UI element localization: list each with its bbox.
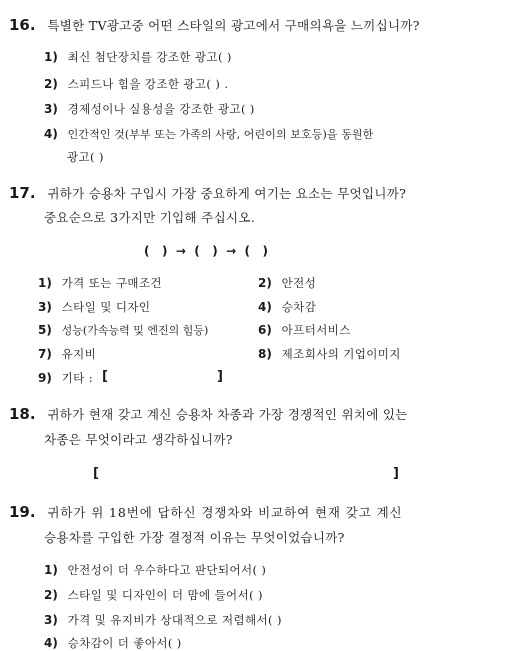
question-number: 16. [9,16,36,34]
option-number: 2) [44,588,58,602]
q19-option-2 [44,587,263,603]
option-text: 최신 첨단장치를 강조한 광고( ) [67,50,232,64]
q17-option-3 [38,299,150,315]
question-19-line-2 [44,530,345,546]
question-18-line-2 [44,432,233,448]
q19-option-4 [44,636,182,650]
option-text: 아프터서비스 [281,323,351,337]
q16-option-3 [44,101,255,117]
option-text: 가격 또는 구매조건 [61,276,162,290]
q16-option-2 [44,76,228,92]
option-number: 3) [44,613,58,627]
option-text: 제조회사의 기업이미지 [281,347,401,361]
q17-option-1 [38,275,162,291]
option-number: 7) [38,347,52,361]
q17-option-2 [258,275,316,291]
question-19-header [9,504,403,521]
option-number: 4) [44,636,58,650]
q17-option-8 [258,346,401,362]
option-text: 승차감 [281,300,317,314]
question-text: 귀하가 승용차 구입시 가장 중요하게 여기는 요소는 무엇입니까? [47,186,407,201]
q19-option-3 [44,612,282,628]
option-text: 인간적인 것(부부 또는 가족의 사랑, 어린이의 보호등)을 동원한 [67,128,374,141]
q18-answer-close-bracket: ] [393,466,399,481]
question-text: 특별한 TV광고중 어떤 스타일의 광고에서 구매의욕을 느끼십니까? [47,18,420,33]
question-17-header [9,185,406,202]
question-18-header [9,406,408,423]
q17-option-7 [38,346,96,362]
option-number: 4) [258,300,272,314]
question-text: 차종은 무엇이라고 생각하십니까? [44,432,233,447]
option-number: 6) [258,323,272,337]
q17-other-close-bracket: ] [217,369,223,384]
question-number: 19. [9,503,36,521]
option-text: 가격 및 유지비가 상대적으로 저렴해서( ) [67,613,282,627]
option-text: 경제성이나 실용성을 강조한 광고( ) [67,102,255,116]
option-number: 4) [44,127,58,141]
q16-option-4-continuation [67,149,104,165]
option-number: 3) [38,300,52,314]
q18-answer-open-bracket: [ [93,466,99,481]
q16-option-1 [44,49,232,65]
q19-option-1 [44,562,266,578]
option-text: 스타일 및 디자인 [61,300,151,314]
option-text: 스타일 및 디자인이 더 맘에 들어서( ) [67,588,263,602]
question-17-line-2 [44,210,255,226]
option-text: 기타 : [61,371,94,385]
option-text: 안전성이 더 우수하다고 판단되어서( ) [67,563,267,577]
question-text: 귀하가 현재 갖고 계신 승용차 차종과 가장 경쟁적인 위치에 있는 [47,407,408,422]
question-text: 귀하가 위 18번에 답하신 경쟁차와 비교하여 현재 갖고 계신 [47,505,403,520]
option-text: 광고( ) [67,150,104,164]
option-number: 1) [38,276,52,290]
q17-option-5 [38,322,208,339]
option-text: 안전성 [281,276,317,290]
option-text: 유지비 [61,347,97,361]
option-number: 9) [38,371,52,385]
question-number: 18. [9,405,36,423]
question-text: 중요순으로 3가지만 기입해 주십시오. [44,210,255,225]
q16-option-4 [44,126,373,143]
option-text: 승차감이 더 좋아서( ) [67,636,182,650]
option-number: 2) [44,77,58,91]
option-number: 2) [258,276,272,290]
question-text: 승용차를 구입한 가장 결정적 이유는 무엇이었습니까? [44,530,345,545]
option-number: 8) [258,347,272,361]
option-text: 성능(가속능력 및 엔진의 힘등) [61,324,209,337]
option-text: 스피드나 힘을 강조한 광고( ) . [67,77,229,91]
q17-other-open-bracket: [ [102,369,108,384]
q17-option-9 [38,370,93,386]
question-16-header [9,17,420,34]
option-number: 5) [38,323,52,337]
question-number: 17. [9,184,36,202]
ranking-blanks: ( ) → ( ) → ( ) [144,244,269,258]
q17-option-4 [258,299,316,315]
option-number: 1) [44,50,58,64]
option-number: 1) [44,563,58,577]
q17-option-6 [258,322,351,338]
option-number: 3) [44,102,58,116]
